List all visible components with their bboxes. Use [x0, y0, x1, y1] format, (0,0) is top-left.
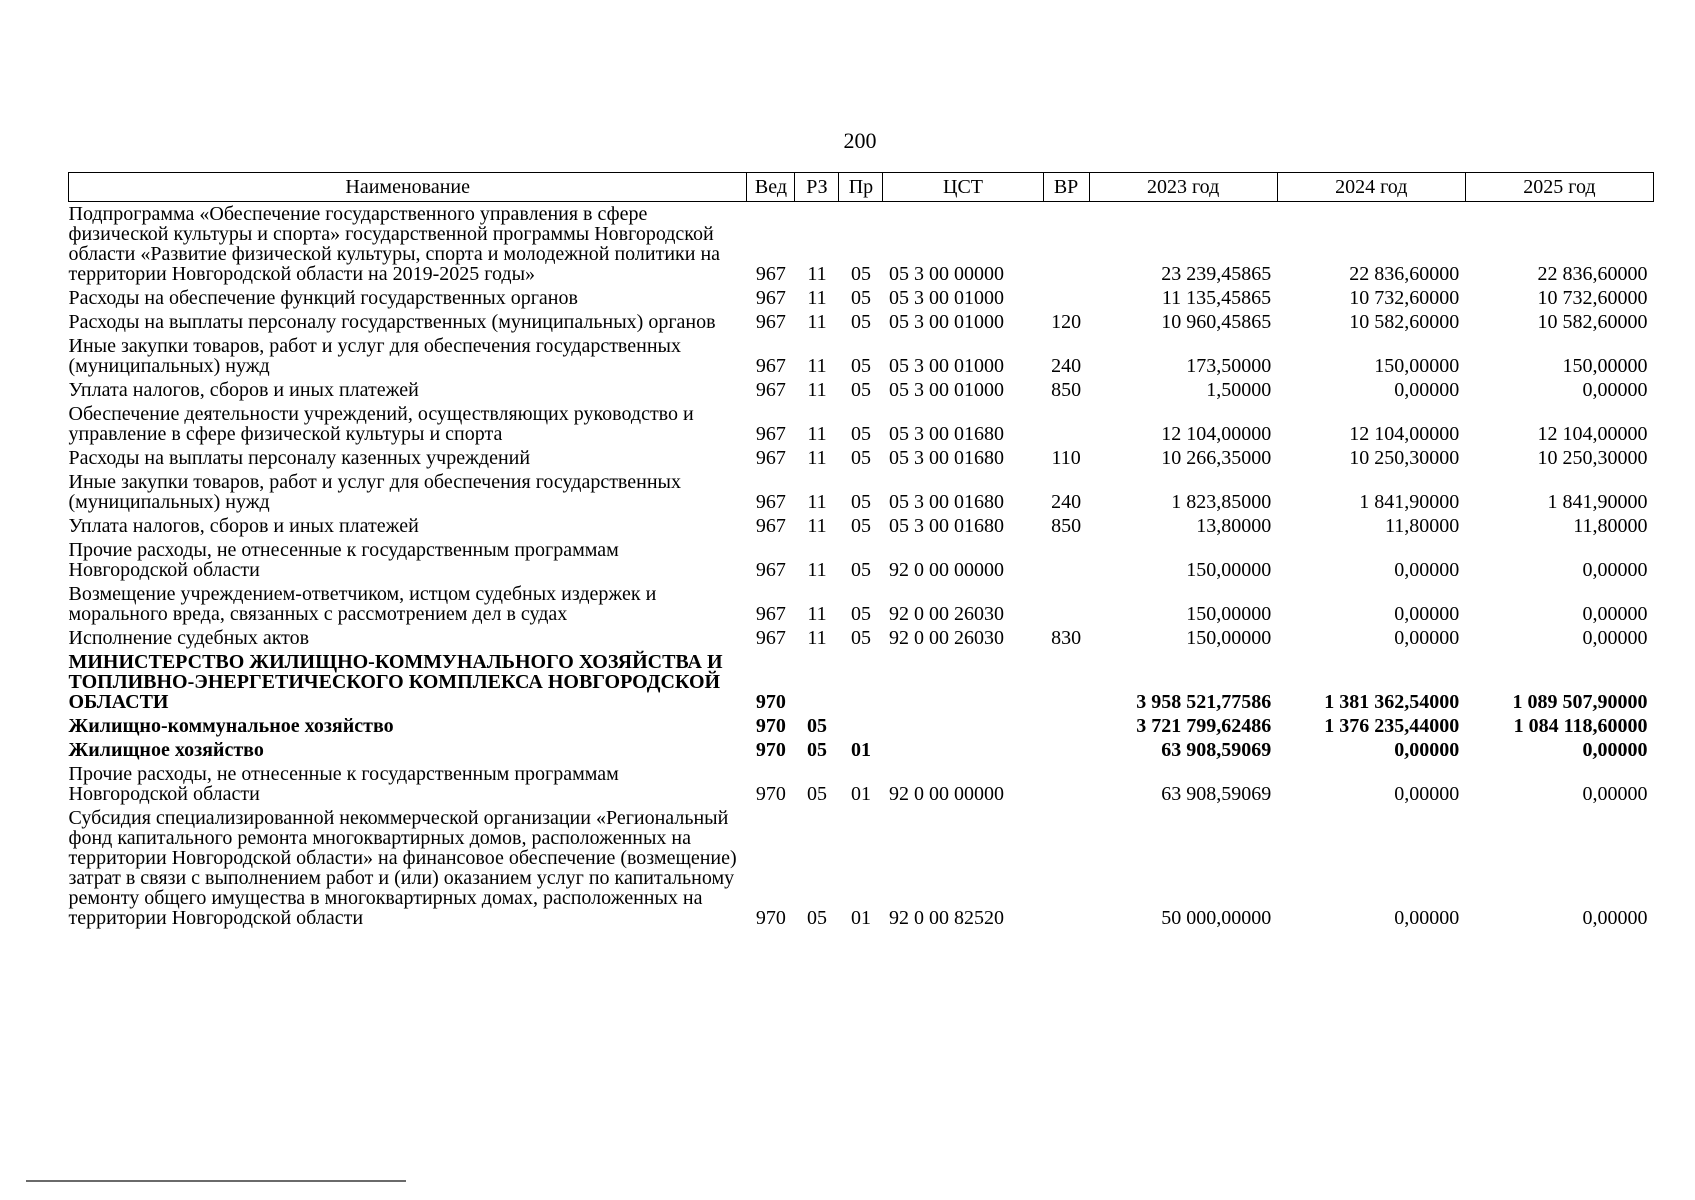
row-pr: 01 — [850, 783, 871, 805]
row-pr: 05 — [850, 379, 871, 401]
row-ved: 967 — [755, 447, 786, 469]
row-cst: 05 3 00 01000 — [888, 311, 1004, 333]
row-value-2024: 10 732,60000 — [1349, 287, 1460, 309]
table-header-row — [69, 173, 1654, 202]
row-name: МИНИСТЕРСТВО ЖИЛИЩНО-КОММУНАЛЬНОГО ХОЗЯЙСТВА И ТОПЛИВНО-ЭНЕРГЕТИЧЕСКОГО КОМПЛЕКСА НОВГОРОДСКОЙ ОБЛАСТИ — [68, 651, 723, 713]
row-value-2023: 173,50000 — [1186, 355, 1272, 377]
table-row — [69, 286, 1654, 310]
row-rz — [795, 650, 839, 714]
row-value-2023: 150,00000 — [1186, 559, 1272, 581]
row-vr: 240 — [1051, 355, 1082, 377]
row-value-2023: 150,00000 — [1186, 627, 1272, 649]
row-pr: 05 — [850, 355, 871, 377]
row-rz: 11 — [807, 627, 827, 649]
row-name: Расходы на выплаты персоналу казенных учреждений — [68, 447, 531, 469]
row-value-2025: 10 732,60000 — [1537, 287, 1648, 309]
row-value-2023: 11 135,45865 — [1161, 287, 1272, 309]
row-name: Подпрограмма «Обеспечение государственного управления в сфере физической культуры и спорта» государственной программы Новгородской области «Развитие физической культуры, спорта и молодежной политики на территории Новгородской области на 2019-2025 годы» — [68, 203, 721, 285]
row-rz: 11 — [807, 311, 827, 333]
row-ved: 970 — [755, 907, 786, 929]
row-ved: 967 — [755, 311, 786, 333]
table-row — [69, 738, 1654, 762]
row-name: Прочие расходы, не отнесенные к государственным программам Новгородской области — [68, 763, 619, 805]
row-cst: 05 3 00 01680 — [888, 423, 1004, 445]
column-header-name: Наименование — [69, 173, 747, 202]
row-value-2024: 1 841,90000 — [1359, 491, 1460, 513]
row-rz: 11 — [807, 287, 827, 309]
row-value-2025: 1 084 118,60000 — [1513, 715, 1648, 737]
row-value-2024: 0,00000 — [1394, 379, 1460, 401]
row-value-2023: 63 908,59069 — [1161, 783, 1272, 805]
row-value-2024: 11,80000 — [1385, 515, 1460, 537]
table-row — [69, 310, 1654, 334]
row-value-2023: 23 239,45865 — [1161, 263, 1272, 285]
row-ved: 967 — [755, 627, 786, 649]
row-name: Иные закупки товаров, работ и услуг для обеспечения государственных (муниципальных) нужд — [68, 335, 681, 377]
row-pr: 05 — [850, 263, 871, 285]
row-pr — [839, 714, 883, 738]
table-row — [69, 538, 1654, 582]
row-value-2023: 3 958 521,77586 — [1136, 691, 1272, 713]
row-rz: 05 — [806, 783, 827, 805]
row-cst: 05 3 00 01000 — [888, 287, 1004, 309]
row-vr: 850 — [1051, 515, 1082, 537]
row-value-2023: 13,80000 — [1196, 515, 1272, 537]
row-name: Расходы на выплаты персоналу государственных (муниципальных) органов — [68, 311, 716, 333]
column-header-ved: Вед — [747, 173, 795, 202]
row-vr: 120 — [1051, 311, 1082, 333]
row-value-2024: 10 582,60000 — [1349, 311, 1460, 333]
row-value-2024: 22 836,60000 — [1349, 263, 1460, 285]
row-cst: 92 0 00 82520 — [888, 907, 1004, 929]
row-cst — [883, 650, 1043, 714]
row-name: Уплата налогов, сборов и иных платежей — [68, 515, 419, 537]
page-number: 200 — [843, 128, 877, 153]
row-vr — [1043, 582, 1089, 626]
row-ved: 970 — [755, 783, 786, 805]
row-name: Прочие расходы, не отнесенные к государственным программам Новгородской области — [68, 539, 619, 581]
row-ved: 967 — [755, 491, 786, 513]
column-header-rz: РЗ — [795, 173, 839, 202]
row-ved: 967 — [755, 515, 786, 537]
row-vr — [1043, 762, 1089, 806]
table-row — [69, 650, 1654, 714]
row-ved: 970 — [755, 715, 786, 737]
row-value-2024: 1 381 362,54000 — [1324, 691, 1460, 713]
row-value-2023: 63 908,59069 — [1161, 739, 1272, 761]
row-rz: 11 — [807, 559, 827, 581]
row-value-2024: 0,00000 — [1394, 783, 1460, 805]
row-cst: 05 3 00 00000 — [888, 263, 1004, 285]
row-rz: 05 — [806, 739, 827, 761]
row-rz: 11 — [807, 491, 827, 513]
row-pr: 05 — [850, 447, 871, 469]
column-header-pr: Пр — [839, 173, 883, 202]
row-pr: 01 — [850, 907, 871, 929]
table-row — [69, 762, 1654, 806]
table-row — [69, 806, 1654, 930]
row-vr — [1043, 202, 1089, 287]
row-rz: 11 — [807, 379, 827, 401]
row-ved: 967 — [755, 603, 786, 625]
row-value-2025: 11,80000 — [1573, 515, 1648, 537]
row-cst: 92 0 00 26030 — [888, 603, 1004, 625]
row-pr: 05 — [850, 311, 871, 333]
row-ved: 970 — [755, 691, 786, 713]
row-pr: 05 — [850, 603, 871, 625]
row-rz: 05 — [806, 715, 827, 737]
table-row — [69, 334, 1654, 378]
row-value-2025: 0,00000 — [1582, 907, 1648, 929]
row-pr: 05 — [850, 423, 871, 445]
row-value-2024: 10 250,30000 — [1349, 447, 1460, 469]
table-row — [69, 582, 1654, 626]
row-vr — [1043, 286, 1089, 310]
row-pr — [839, 650, 883, 714]
row-ved: 967 — [755, 379, 786, 401]
row-vr: 240 — [1051, 491, 1082, 513]
row-pr: 05 — [850, 627, 871, 649]
row-rz: 11 — [807, 263, 827, 285]
bottom-rule — [26, 1180, 406, 1182]
table-row — [69, 714, 1654, 738]
row-pr: 05 — [850, 287, 871, 309]
row-value-2025: 0,00000 — [1582, 603, 1648, 625]
column-header-cst: ЦСТ — [883, 173, 1043, 202]
row-ved: 967 — [755, 423, 786, 445]
row-name: Расходы на обеспечение функций государственных органов — [68, 287, 578, 309]
row-value-2023: 50 000,00000 — [1161, 907, 1272, 929]
budget-table — [68, 172, 1654, 930]
table-row — [69, 378, 1654, 402]
row-value-2025: 1 089 507,90000 — [1512, 691, 1648, 713]
row-value-2025: 12 104,00000 — [1537, 423, 1648, 445]
row-value-2023: 3 721 799,62486 — [1136, 715, 1272, 737]
row-vr — [1043, 402, 1089, 446]
row-value-2025: 0,00000 — [1582, 739, 1648, 761]
row-value-2024: 0,00000 — [1394, 603, 1460, 625]
row-value-2025: 150,00000 — [1562, 355, 1648, 377]
row-name: Жилищно-коммунальное хозяйство — [68, 715, 394, 737]
row-value-2023: 10 960,45865 — [1161, 311, 1272, 333]
row-cst: 92 0 00 00000 — [888, 559, 1004, 581]
row-value-2024: 12 104,00000 — [1349, 423, 1460, 445]
row-cst — [883, 738, 1043, 762]
row-cst: 05 3 00 01000 — [888, 355, 1004, 377]
row-pr: 01 — [850, 739, 871, 761]
row-pr: 05 — [850, 559, 871, 581]
row-value-2025: 10 582,60000 — [1537, 311, 1648, 333]
row-cst: 05 3 00 01680 — [888, 491, 1004, 513]
row-value-2024: 1 376 235,44000 — [1324, 715, 1460, 737]
row-name: Иные закупки товаров, работ и услуг для обеспечения государственных (муниципальных) нужд — [68, 471, 681, 513]
row-cst: 92 0 00 26030 — [888, 627, 1004, 649]
row-vr — [1043, 806, 1089, 930]
row-rz: 11 — [807, 603, 827, 625]
row-value-2024: 0,00000 — [1394, 739, 1460, 761]
row-name: Субсидия специализированной некоммерческой организации «Региональный фонд капитального ремонта многоквартирных домов, расположенных на территории Новгородской области» на финансовое обеспечение (возмещение) затрат в связи с выполнением работ и (или) оказанием услуг по капитальному ремонту общего имущества в многоквартирных домах, расположенных на территории Новгородской области — [68, 807, 737, 929]
row-rz: 11 — [807, 447, 827, 469]
table-row — [69, 514, 1654, 538]
row-cst: 05 3 00 01680 — [888, 447, 1004, 469]
row-ved: 967 — [755, 263, 786, 285]
row-vr — [1043, 714, 1089, 738]
table-body — [69, 202, 1654, 931]
row-cst: 05 3 00 01000 — [888, 379, 1004, 401]
column-header-2023: 2023 год — [1089, 173, 1277, 202]
row-rz: 11 — [807, 355, 827, 377]
row-value-2025: 0,00000 — [1582, 627, 1648, 649]
row-name: Исполнение судебных актов — [68, 627, 310, 649]
row-name: Возмещение учреждением-ответчиком, истцом судебных издержек и морального вреда, связанных с рассмотрением дел в судах — [68, 583, 657, 625]
table-row — [69, 402, 1654, 446]
row-rz: 11 — [807, 423, 827, 445]
column-header-2024: 2024 год — [1277, 173, 1465, 202]
row-value-2025: 10 250,30000 — [1537, 447, 1648, 469]
row-name: Уплата налогов, сборов и иных платежей — [68, 379, 419, 401]
row-vr: 110 — [1051, 447, 1081, 469]
row-cst — [883, 714, 1043, 738]
row-value-2023: 10 266,35000 — [1161, 447, 1272, 469]
row-vr — [1043, 650, 1089, 714]
row-name: Жилищное хозяйство — [68, 739, 264, 761]
row-vr: 850 — [1051, 379, 1082, 401]
row-cst: 05 3 00 01680 — [888, 515, 1004, 537]
table-row — [69, 626, 1654, 650]
row-ved: 967 — [755, 287, 786, 309]
row-value-2025: 0,00000 — [1582, 379, 1648, 401]
row-ved: 970 — [755, 739, 786, 761]
row-value-2024: 0,00000 — [1394, 907, 1460, 929]
row-value-2023: 12 104,00000 — [1161, 423, 1272, 445]
table-row — [69, 470, 1654, 514]
row-value-2025: 22 836,60000 — [1537, 263, 1648, 285]
row-pr: 05 — [850, 491, 871, 513]
row-rz: 05 — [806, 907, 827, 929]
row-pr: 05 — [850, 515, 871, 537]
row-value-2024: 150,00000 — [1374, 355, 1460, 377]
row-value-2023: 1 823,85000 — [1171, 491, 1272, 513]
table-row — [69, 446, 1654, 470]
column-header-2025: 2025 год — [1465, 173, 1653, 202]
row-name: Обеспечение деятельности учреждений, осуществляющих руководство и управление в сфере физической культуры и спорта — [68, 403, 694, 445]
row-value-2025: 0,00000 — [1582, 783, 1648, 805]
row-value-2025: 1 841,90000 — [1547, 491, 1648, 513]
table-row — [69, 202, 1654, 287]
row-rz: 11 — [807, 515, 827, 537]
row-value-2023: 150,00000 — [1186, 603, 1272, 625]
column-header-vr: ВР — [1043, 173, 1089, 202]
row-value-2024: 0,00000 — [1394, 559, 1460, 581]
row-vr — [1043, 538, 1089, 582]
row-value-2023: 1,50000 — [1206, 379, 1272, 401]
row-ved: 967 — [755, 559, 786, 581]
row-value-2025: 0,00000 — [1582, 559, 1648, 581]
row-value-2024: 0,00000 — [1394, 627, 1460, 649]
row-ved: 967 — [755, 355, 786, 377]
row-vr — [1043, 738, 1089, 762]
row-cst: 92 0 00 00000 — [888, 783, 1004, 805]
row-vr: 830 — [1051, 627, 1082, 649]
